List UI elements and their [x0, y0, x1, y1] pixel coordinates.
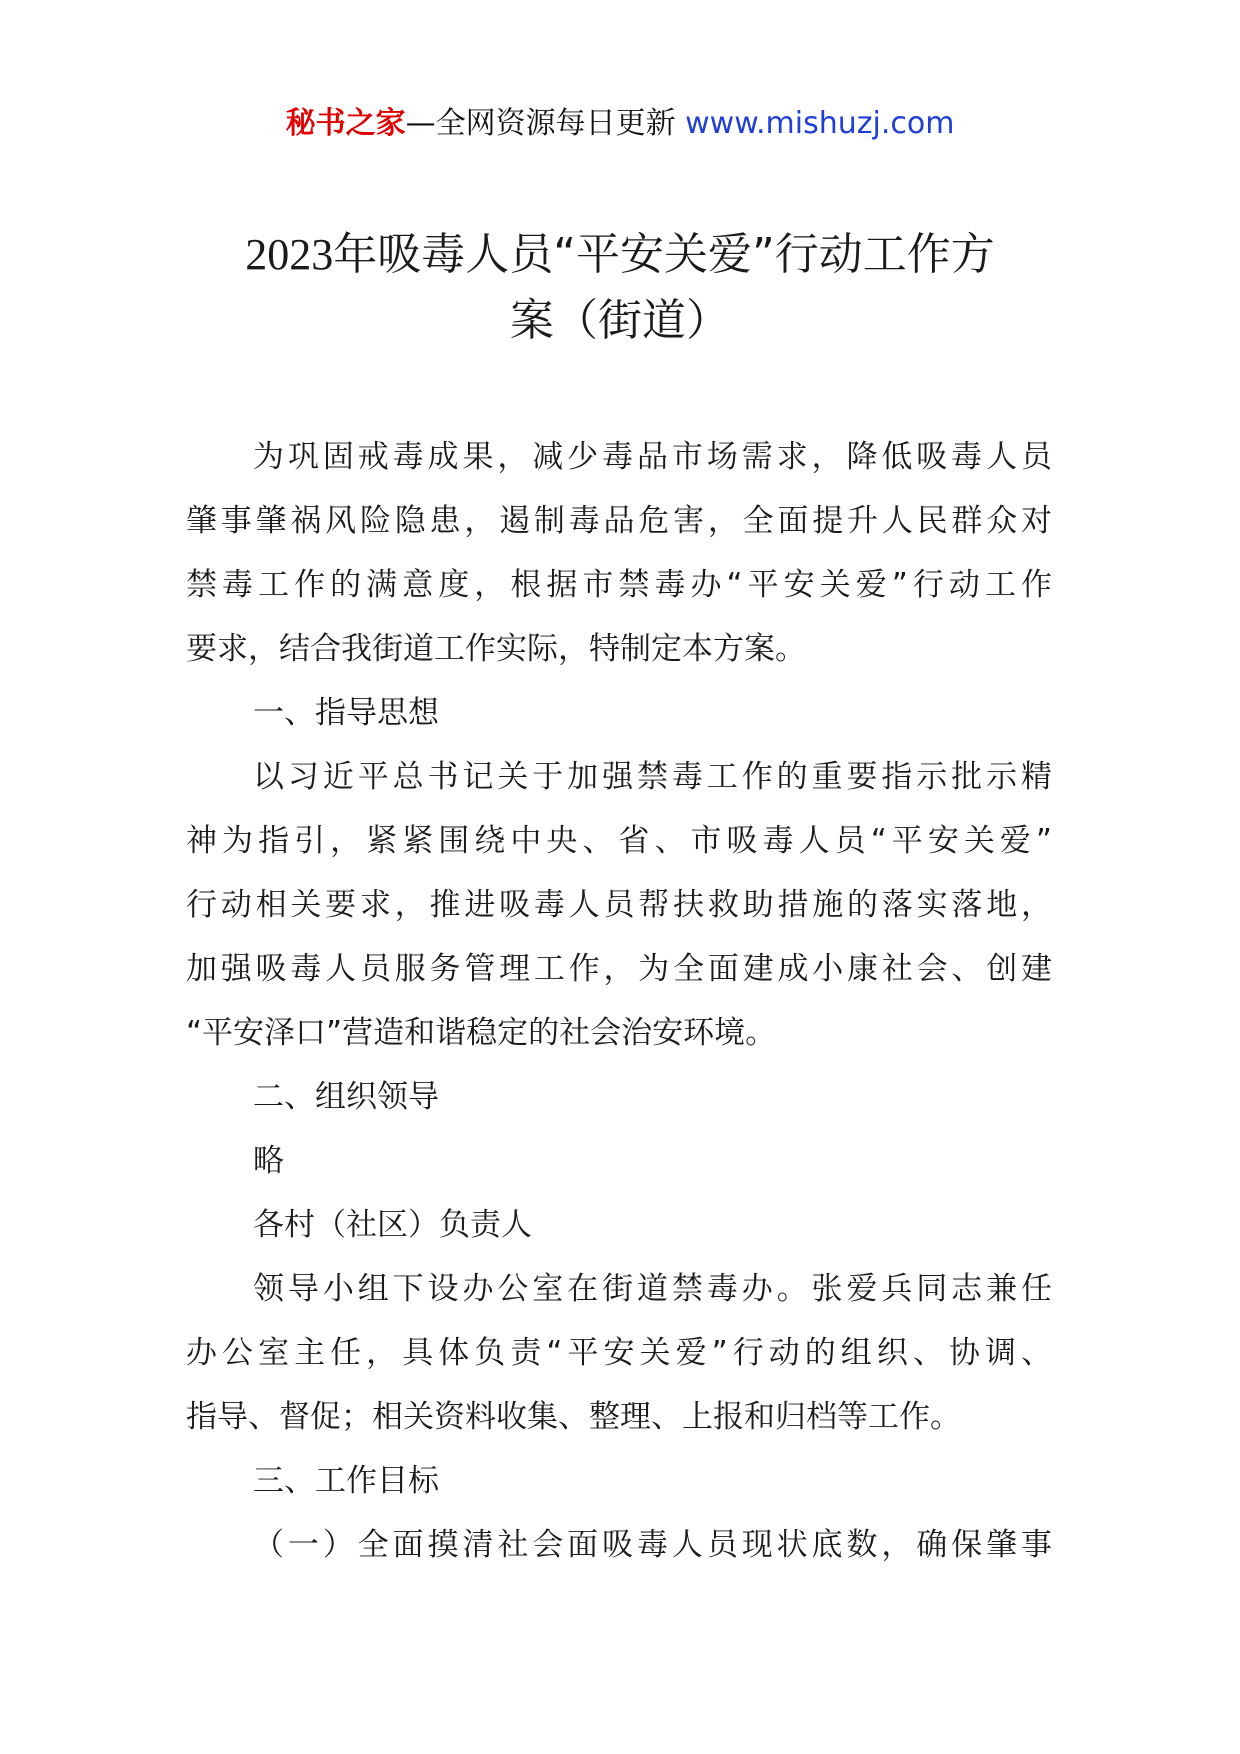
paragraph-line: 以习近平总书记关于加强禁毒工作的重要指示批示精	[253, 759, 1052, 795]
paragraph-line: 肇事肇祸风险隐患，遏制毒品危害，全面提升人民群众对	[186, 503, 1052, 539]
paragraph-line: 领导小组下设办公室在街道禁毒办。张爱兵同志兼任	[253, 1271, 1052, 1307]
paragraph-line: 行动相关要求，推进吸毒人员帮扶救助措施的落实落地，	[186, 887, 1052, 923]
paragraph-intro	[186, 425, 1052, 681]
section-heading-organization: 二、组织领导	[253, 1079, 439, 1115]
paragraph-omitted: 略	[253, 1143, 284, 1179]
paragraph-line: “平安泽口”营造和谐稳定的社会治安环境。	[186, 1015, 777, 1051]
header-tagline: —全网资源每日更新	[405, 106, 676, 141]
paragraph-line: 要求，结合我街道工作实际，特制定本方案。	[186, 631, 806, 667]
document-body	[186, 425, 1052, 1577]
paragraph-responsible: 各村（社区）负责人	[253, 1207, 532, 1243]
brand-name: 秘书之家	[285, 106, 406, 141]
title-line-1-text: 年吸毒人员“平安关爱”行动工作方	[333, 229, 995, 280]
paragraph-guiding-ideology	[186, 745, 1052, 1065]
title-line-1	[150, 222, 1090, 288]
paragraph-office	[186, 1257, 1052, 1449]
site-url-link[interactable]: www.mishuzj.com	[685, 106, 955, 141]
paragraph-goal-1: （一）全面摸清社会面吸毒人员现状底数，确保肇事	[253, 1527, 1052, 1563]
paragraph-line: 神为指引，紧紧围绕中央、省、市吸毒人员“平安关爱”	[186, 823, 1052, 859]
paragraph-line: 为巩固戒毒成果，减少毒品市场需求，降低吸毒人员	[253, 439, 1052, 475]
paragraph-line: 禁毒工作的满意度，根据市禁毒办“平安关爱”行动工作	[186, 567, 1052, 603]
section-heading-goals: 三、工作目标	[253, 1463, 439, 1499]
paragraph-line: 指导、督促；相关资料收集、整理、上报和归档等工作。	[186, 1399, 961, 1435]
title-year: 2023	[245, 230, 334, 279]
section-heading-guiding-ideology: 一、指导思想	[253, 695, 439, 731]
paragraph-line: 办公室主任，具体负责“平安关爱”行动的组织、协调、	[186, 1335, 1052, 1371]
paragraph-line: 加强吸毒人员服务管理工作，为全面建成小康社会、创建	[186, 951, 1052, 987]
title-line-2: 案（街道）	[510, 295, 730, 346]
document-title	[150, 222, 1090, 354]
site-header	[0, 100, 1240, 148]
